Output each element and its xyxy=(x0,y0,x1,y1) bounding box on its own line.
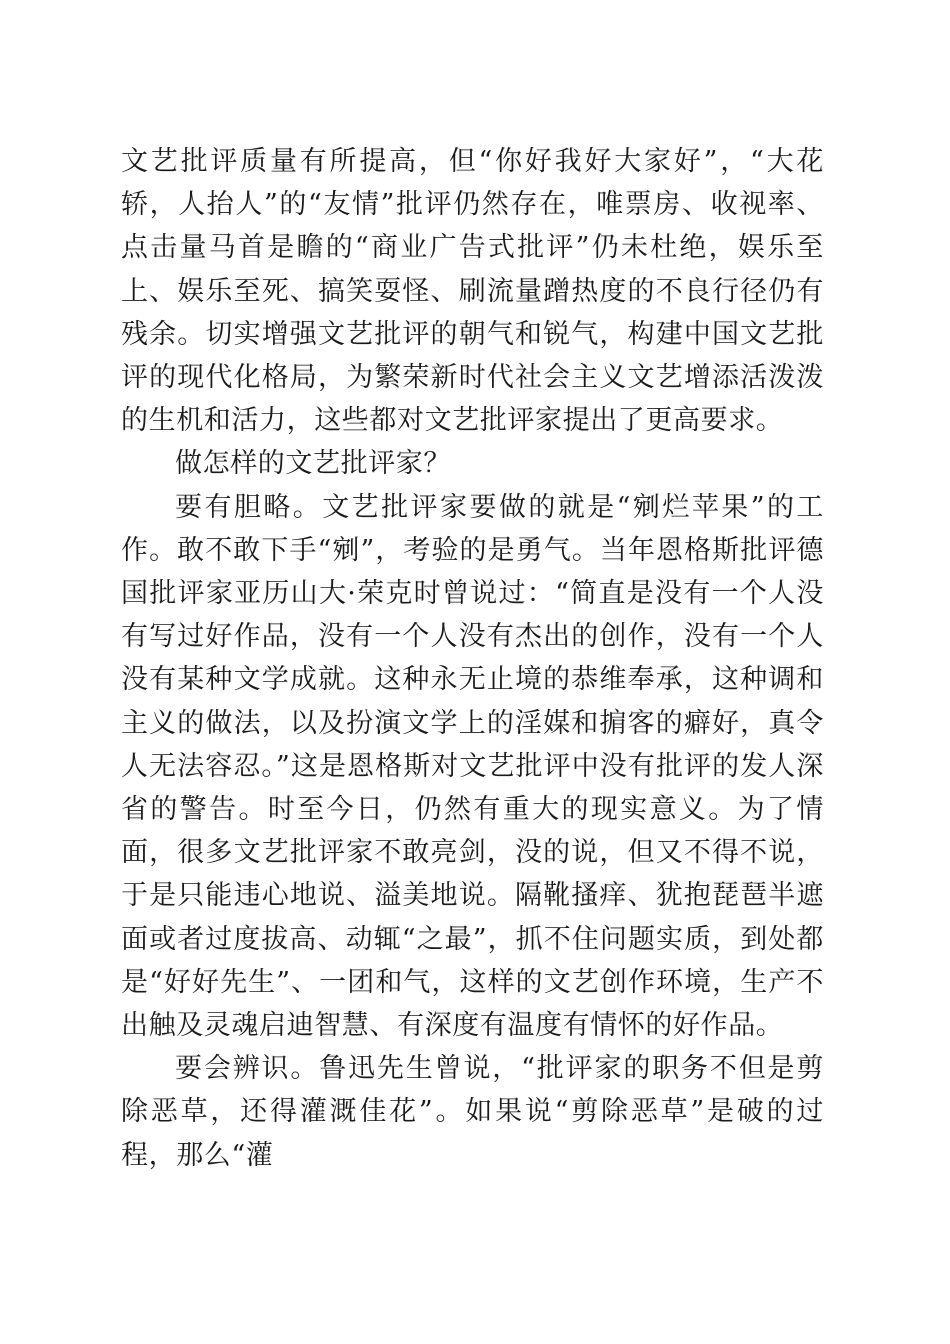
paragraph-courage: 要有胆略。文艺批评家要做的就是“剜烂苹果”的工作。敢不敢下手“剜”，考验的是勇气。当年恩格斯批评德国批评家亚历山大·荣克时曾说过：“简直是没有一个人没有写过好作品，没有一个人没有杰出的创作，没有一个人没有某种文学成就。这种永无止境的恭维奉承，这种调和主义的做法，以及扮演文学上的淫媒和掮客的癖好，真令人无法容忍。”这是恩格斯对文艺批评中没有批评的发人深省的警告。时至今日，仍然有重大的现实意义。为了情面，很多文艺批评家不敢亮剑，没的说，但又不得不说，于是只能违心地说、溢美地说。隔靴搔痒、犹抱琵琶半遮面或者过度拔高、动辄“之最”，抓不住问题实质，到处都是“好好先生”、一团和气，这样的文艺创作环境，生产不出触及灵魂启迪智慧、有深度有温度有情怀的好作品。 xyxy=(121,491,824,1042)
article-body xyxy=(121,140,824,1177)
paragraph-question: 做怎样的文艺批评家？ xyxy=(175,448,451,480)
paragraph-continuation: 文艺批评质量有所提高，但“你好我好大家好”，“大花轿，人抬人”的“友情”批评仍然存在，唯票房、收视率、点击量马首是瞻的“商业广告式批评”仍未杜绝，娱乐至上、娱乐至死、搞笑耍怪、刷流量蹭热度的不良行径仍有残余。切实增强文艺批评的朝气和锐气，构建中国文艺批评的现代化格局，为繁荣新时代社会主义文艺增添活泼泼的生机和活力，这些都对文艺批评家提出了更高要求。 xyxy=(121,146,824,437)
paragraph-discernment: 要会辨识。鲁迅先生曾说，“批评家的职务不但是剪除恶草，还得灌溉佳花”。如果说“剪除恶草”是破的过程，那么“灌 xyxy=(121,1053,824,1171)
